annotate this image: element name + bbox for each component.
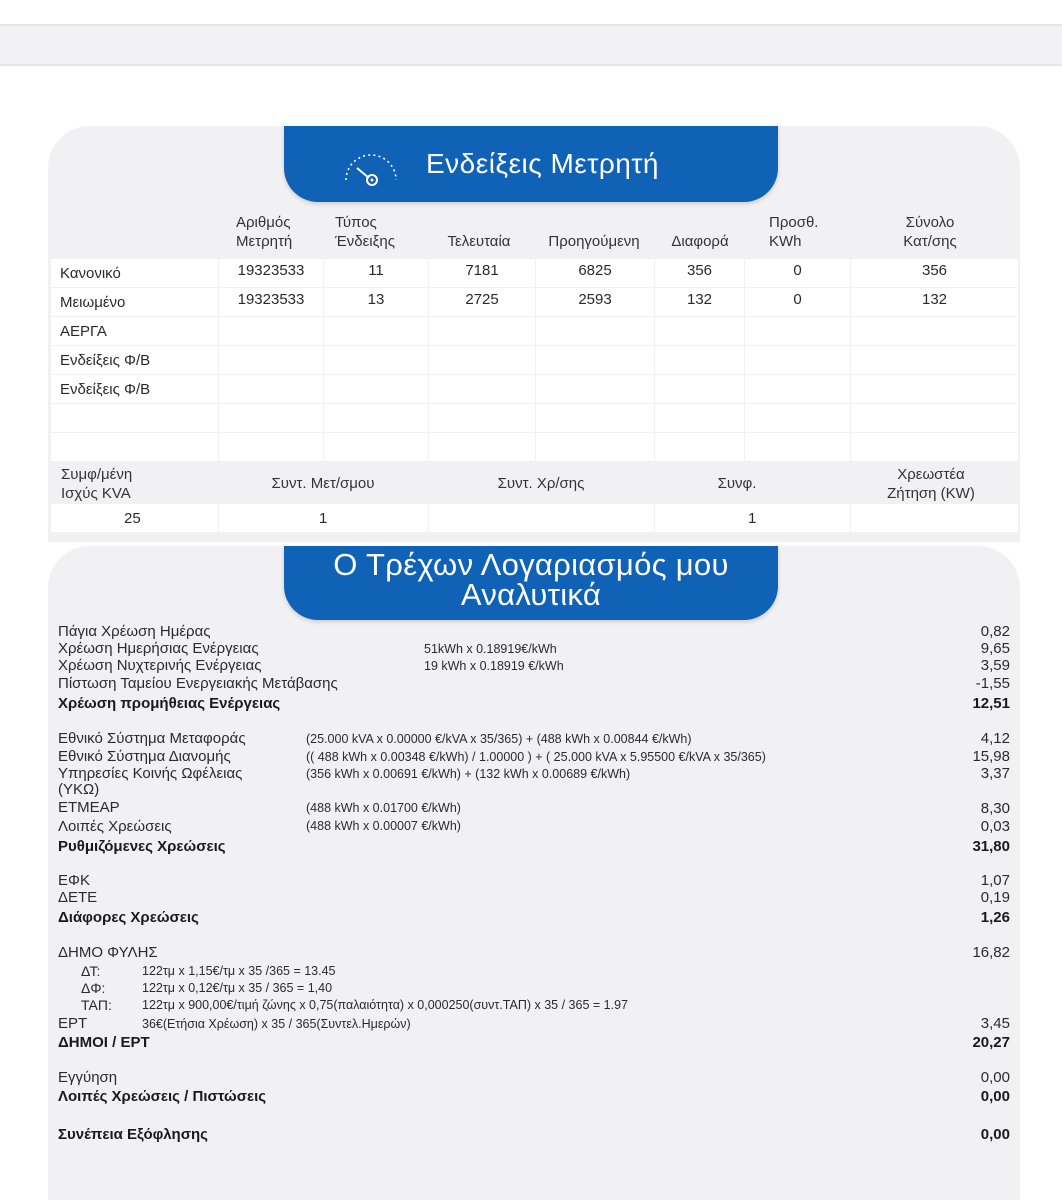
night-energy-amount: 3,59 (980, 657, 1010, 674)
meter-column-header: Αριθμός Μετρητή (236, 214, 293, 250)
meter-cell (655, 375, 744, 403)
ert-label: ΕΡΤ (58, 1015, 88, 1032)
bill-analysis-header (284, 546, 778, 620)
meter-column-header: Προηγούμενη (548, 233, 640, 250)
meter-row-label: ΑΕΡΓΑ (51, 317, 218, 345)
dt-formula: 122τμ x 1,15€/τμ x 35 /365 = 13.45 (142, 964, 336, 978)
municipality-label: ΔΗΜΟ ΦΥΛΗΣ (58, 944, 158, 961)
energy-total-label: Χρέωση προμήθειας Ενέργειας (58, 695, 281, 712)
other-charges-formula: (488 kWh x 0.00007 €/kWh) (306, 819, 461, 833)
df-label: ΔΦ: (81, 980, 106, 996)
efk-amount: 1,07 (980, 872, 1010, 889)
meter-cell (536, 433, 654, 461)
meter-cell (219, 404, 323, 432)
meter-cell (219, 346, 323, 374)
meter-cell (851, 433, 1018, 461)
efk-label: ΕΦΚ (58, 872, 90, 889)
meter-row-label: Ενδείξεις Φ/Β (51, 375, 218, 403)
meter-cell (219, 375, 323, 403)
meter-cell (324, 404, 428, 432)
meter-cell (429, 433, 535, 461)
municipality-amount: 16,82 (972, 944, 1010, 961)
day-energy-amount: 9,65 (980, 640, 1010, 657)
meter-cell (851, 346, 1018, 374)
meter-readings-title: Ενδείξεις Μετρητή (426, 148, 659, 179)
meter-cell: 132 (851, 288, 1018, 316)
daily-fee-amount: 0,82 (980, 623, 1010, 640)
meter-readings-header (284, 126, 778, 202)
etmear-formula: (488 kWh x 0.01700 €/kWh) (306, 801, 461, 815)
night-energy-formula: 19 kWh x 0.18919 €/kWh (424, 659, 564, 673)
meter-column-header: Προσθ. KWh (769, 214, 819, 250)
meter-cell (655, 317, 744, 345)
meter-cell (745, 346, 850, 374)
meter-cell (745, 404, 850, 432)
transmission-formula: (25.000 kVA x 0.00000 €/kVA x 35/365) + (488 kWh x 0.00844 €/kWh) (306, 732, 692, 746)
meter-cell (745, 433, 850, 461)
day-energy-formula: 51kWh x 0.18919€/kWh (424, 642, 557, 656)
daily-fee-label: Πάγια Χρέωση Ημέρας (58, 623, 211, 640)
meter-cell: 19323533 (219, 288, 323, 316)
meter-cell (745, 375, 850, 403)
misc-total-amount: 1,26 (980, 909, 1010, 926)
meter-cell: 6825 (536, 259, 654, 287)
tap-label: ΤΑΠ: (81, 997, 112, 1013)
meter-bottom-header: Συνφ. (717, 475, 757, 492)
meter-cell (324, 375, 428, 403)
public-service-label: Υπηρεσίες Κοινής Ωφέλειας (58, 765, 243, 782)
meter-cell (429, 346, 535, 374)
other-charges-label: Λοιπές Χρεώσεις (58, 818, 172, 835)
transmission-label: Εθνικό Σύστημα Μεταφοράς (58, 730, 246, 747)
meter-bottom-value (429, 504, 654, 532)
ert-formula: 36€(Ετήσια Χρέωση) x 35 / 365(Συντελ.Ημερών) (142, 1017, 411, 1031)
energy-total-amount: 12,51 (972, 695, 1010, 712)
meter-cell (324, 346, 428, 374)
meter-cell (219, 317, 323, 345)
meter-cell (851, 375, 1018, 403)
meter-cell (851, 317, 1018, 345)
df-formula: 122τμ x 0,12€/τμ x 35 / 365 = 1,40 (142, 981, 333, 995)
meter-column-header: Σύνολο Κατ/σης (903, 214, 957, 250)
meter-cell (536, 404, 654, 432)
dete-amount: 0,19 (980, 889, 1010, 906)
distribution-amount: 15,98 (972, 748, 1010, 765)
guarantee-amount: 0,00 (980, 1069, 1010, 1086)
meter-cell: 2725 (429, 288, 535, 316)
meter-bottom-value: 1 (655, 504, 850, 532)
meter-cell (536, 346, 654, 374)
day-energy-label: Χρέωση Ημερήσιας Ενέργειας (58, 640, 259, 657)
meter-row-label: Μειωμένο (51, 288, 218, 316)
regulated-total-label: Ρυθμιζόμενες Χρεώσεις (58, 838, 226, 855)
meter-cell: 19323533 (219, 259, 323, 287)
meter-cell (655, 346, 744, 374)
etmear-label: ΕΤΜΕΑΡ (58, 799, 120, 816)
distribution-formula: (( 488 kWh x 0.00348 €/kWh) / 1.00000 ) + ( 25.000 kVA x 5.95500 €/kVA x 35/365) (306, 750, 766, 764)
other-credits-total-label: Λοιπές Χρεώσεις / Πιστώσεις (58, 1088, 267, 1105)
public-service-label2: (ΥΚΩ) (58, 781, 100, 798)
dete-label: ΔΕΤΕ (58, 889, 98, 906)
meter-cell (655, 404, 744, 432)
meter-cell: 7181 (429, 259, 535, 287)
meter-cell (745, 317, 850, 345)
misc-total-label: Διάφορες Χρεώσεις (58, 909, 199, 926)
meter-bottom-header: Συμφ/μένη Ισχύς KVA (61, 466, 133, 502)
meter-cell (655, 433, 744, 461)
meter-row-label (51, 404, 218, 432)
meter-cell: 13 (324, 288, 428, 316)
tap-formula: 122τμ x 900,00€/τιμή ζώνης x 0,75(παλαιότητα) x 0,000250(συντ.ΤΑΠ) x 35 / 365 = 1.97 (142, 998, 628, 1012)
public-service-amount: 3,37 (980, 765, 1010, 782)
bill-analysis-title (284, 547, 778, 612)
night-energy-label: Χρέωση Νυχτερινής Ενέργειας (58, 657, 262, 674)
meter-row-label: Ενδείξεις Φ/Β (51, 346, 218, 374)
meter-cell: 2593 (536, 288, 654, 316)
credit-amount: -1,55 (975, 675, 1010, 692)
public-service-formula: (356 kWh x 0.00691 €/kWh) + (132 kWh x 0.00689 €/kWh) (306, 767, 631, 781)
meter-cell: 132 (655, 288, 744, 316)
dt-label: ΔΤ: (81, 963, 101, 979)
transmission-amount: 4,12 (980, 730, 1010, 747)
meter-column-header: Διαφορά (671, 233, 729, 250)
meter-cell (429, 375, 535, 403)
meter-cell (851, 404, 1018, 432)
meter-column-header: Τύπος Ένδειξης (335, 214, 395, 250)
other-credits-total-amount: 0,00 (980, 1088, 1010, 1105)
meter-cell: 11 (324, 259, 428, 287)
meter-cell (219, 433, 323, 461)
guarantee-label: Εγγύηση (58, 1069, 118, 1086)
bill-title-line2: Αναλυτικά (460, 577, 602, 612)
ert-amount: 3,45 (980, 1015, 1010, 1032)
meter-cell (536, 317, 654, 345)
other-charges-amount: 0,03 (980, 818, 1010, 835)
meter-bottom-header: Χρεωστέα Ζήτηση (KW) (887, 466, 975, 502)
distribution-label: Εθνικό Σύστημα Διανομής (58, 748, 231, 765)
credit-label: Πίστωση Ταμείου Ενεργειακής Μετάβασης (58, 675, 338, 692)
meter-bottom-value (851, 504, 1018, 532)
meter-cell (536, 375, 654, 403)
meter-cell (429, 404, 535, 432)
meter-bottom-header: Συντ. Χρ/σης (497, 475, 585, 492)
meter-cell (324, 433, 428, 461)
top-bar (0, 24, 1062, 66)
gauge-icon (340, 142, 402, 192)
settlement-label: Συνέπεια Εξόφλησης (58, 1126, 208, 1143)
meter-cell: 0 (745, 288, 850, 316)
meter-cell (324, 317, 428, 345)
meter-cell: 356 (655, 259, 744, 287)
etmear-amount: 8,30 (980, 800, 1010, 817)
settlement-amount: 0,00 (980, 1126, 1010, 1143)
meter-bottom-value: 25 (51, 504, 218, 532)
meter-bottom-header: Συντ. Μετ/σμου (271, 475, 375, 492)
meter-row-label: Κανονικό (51, 259, 218, 287)
meter-bottom-value: 1 (219, 504, 428, 532)
municipal-total-amount: 20,27 (972, 1034, 1010, 1051)
regulated-total-amount: 31,80 (972, 838, 1010, 855)
meter-row-label (51, 433, 218, 461)
meter-cell: 356 (851, 259, 1018, 287)
municipal-total-label: ΔΗΜΟΙ / ΕΡΤ (58, 1034, 150, 1051)
bill-title-line1: Ο Τρέχων Λογαριασμός μου (333, 547, 729, 582)
meter-cell: 0 (745, 259, 850, 287)
meter-cell (429, 317, 535, 345)
meter-column-header: Τελευταία (447, 233, 511, 250)
